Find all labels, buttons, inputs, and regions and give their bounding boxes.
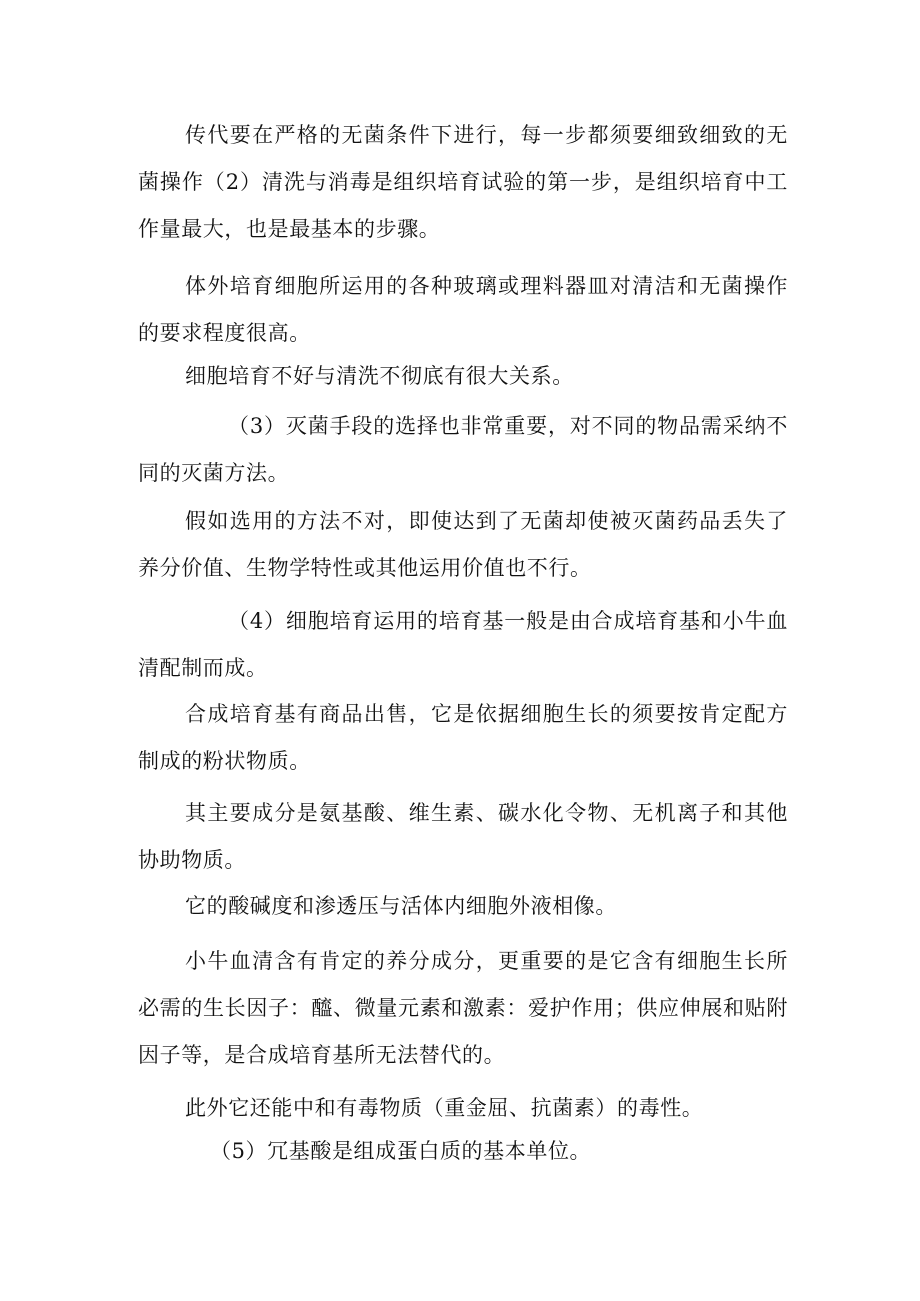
paragraph-2: 体外培育细胞所运用的各种玻璃或理料器皿对清洁和无菌操作的要求程度很高。 (138, 274, 788, 345)
paragraph-1: 传代要在严格的无菌条件下进行，每一步都须要细致细致的无菌操作（2）清洗与消毒是组织培育试验的第一步，是组织培育中工作量最大，也是最基本的步骤。 (138, 123, 788, 241)
paragraph-11: 此外它还能中和有毒物质（重金屈、抗菌素）的毒性。 (185, 1096, 704, 1120)
paragraph-4: （3）灭菌手段的选择也非常重要，对不同的物品需采纳不同的灭菌方法。 (138, 414, 788, 485)
paragraph-5: 假如选用的方法不对，即使达到了无菌却使被灭菌药品丢失了养分价值、生物学特性或其他运用价值也不行。 (138, 509, 788, 580)
paragraph-9: 它的酸碱度和渗透压与活体内细胞外液相像。 (185, 894, 617, 918)
paragraph-8: 其主要成分是氨基酸、维生素、碳水化令物、无机离子和其他协助物质。 (138, 801, 788, 872)
paragraph-3: 细胞培育不好与清洗不彻底有很大关系。 (185, 364, 574, 388)
paragraph-7: 合成培育基有商品出售，它是依据细胞生长的须要按肯定配方制成的粉状物质。 (138, 702, 788, 773)
paragraph-10: 小牛血清含有肯定的养分成分，更重要的是它含有细胞生长所必需的生长因子：醯、微量元素和激素：爱护作用；供应伸展和贴附因子等，是合成培育基所无法替代的。 (138, 949, 788, 1067)
paragraph-6: （4）细胞培育运用的培育基一般是由合成培育基和小牛血清配制而成。 (138, 609, 788, 680)
paragraph-12: （5）冗基酸是组成蛋白质的基本单位。 (210, 1139, 592, 1163)
